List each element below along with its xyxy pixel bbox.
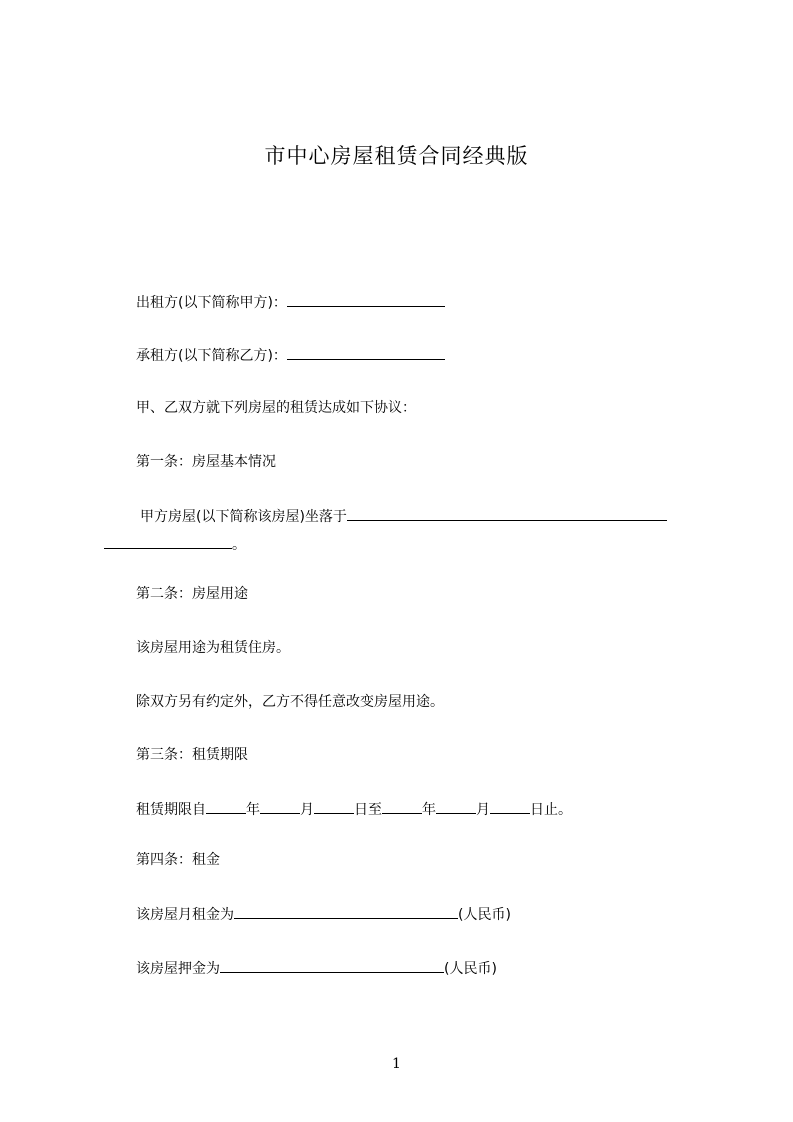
location-blank-continued[interactable] (104, 534, 232, 549)
term-day1: 日至 (354, 802, 382, 818)
lessor-blank[interactable] (287, 292, 445, 307)
article1-heading: 第一条：房屋基本情况 (136, 454, 276, 470)
article1-line (140, 506, 667, 527)
article3-heading: 第三条：租赁期限 (136, 747, 248, 763)
term-year1: 年 (246, 802, 260, 818)
term-day2: 日止。 (530, 802, 572, 818)
lessor-label: 出租方(以下简称甲方)： (136, 295, 287, 311)
rent-label: 该房屋月租金为 (136, 907, 234, 923)
article1-text: 甲方房屋(以下简称该房屋)坐落于 (140, 509, 347, 525)
rent-blank[interactable] (234, 904, 458, 919)
lessor-line (136, 292, 445, 313)
term-month1: 月 (300, 802, 314, 818)
end-year-blank[interactable] (382, 799, 422, 814)
end-month-blank[interactable] (436, 799, 476, 814)
article2-heading: 第二条：房屋用途 (136, 586, 248, 602)
deposit-line (136, 958, 497, 979)
end-day-blank[interactable] (490, 799, 530, 814)
page-number: 1 (392, 1056, 401, 1072)
start-day-blank[interactable] (314, 799, 354, 814)
intro-text: 甲、乙双方就下列房屋的租赁达成如下协议： (136, 400, 416, 416)
article1-line2 (104, 534, 246, 555)
article2-text2: 除双方另有约定外，乙方不得任意改变房屋用途。 (136, 694, 444, 710)
article1-end: 。 (232, 537, 246, 553)
term-line (136, 799, 572, 820)
rent-line (136, 904, 511, 925)
article2-text1: 该房屋用途为租赁住房。 (136, 640, 290, 656)
lessee-blank[interactable] (287, 345, 445, 360)
deposit-currency: (人民币) (444, 961, 497, 977)
rent-currency: (人民币) (458, 907, 511, 923)
start-year-blank[interactable] (206, 799, 246, 814)
article4-heading: 第四条：租金 (136, 852, 220, 868)
lessee-line (136, 345, 445, 366)
term-month2: 月 (476, 802, 490, 818)
deposit-blank[interactable] (220, 958, 444, 973)
lessee-label: 承租方(以下简称乙方)： (136, 348, 287, 364)
document-title: 市中心房屋租赁合同经典版 (264, 144, 529, 168)
location-blank[interactable] (347, 506, 667, 521)
term-year2: 年 (422, 802, 436, 818)
deposit-label: 该房屋押金为 (136, 961, 220, 977)
start-month-blank[interactable] (260, 799, 300, 814)
term-prefix: 租赁期限自 (136, 802, 206, 818)
